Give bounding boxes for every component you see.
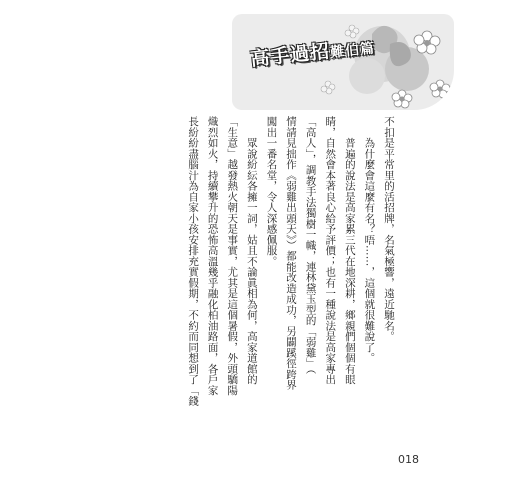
page-number: 018: [398, 453, 419, 466]
title-sub: 難伯篇: [329, 40, 376, 62]
text-line: 睛，自然會本著良心給予評價；也有一種說法是高家專出: [324, 116, 337, 385]
text-line: 「生意」越發熱火朝天是事實，尤其是這個暑假，外頭驕陽: [226, 116, 239, 396]
text-line: 「高人」，調教手法獨樹一幟，連林黛玉型的「弱雞」（: [304, 116, 317, 375]
text-line: 熾烈如火，持續攀升的恐怖高溫幾乎融化柏油路面，各戶家: [206, 116, 219, 396]
body-text: [128, 116, 398, 440]
text-line: 普遍的說法是高家累三代在地深耕，鄉親們個個有眼: [343, 116, 356, 385]
text-line: 為什麼會這麼有名？唔……，這個就很難說了。: [363, 116, 376, 364]
chapter-header: [232, 14, 454, 110]
text-line: 情請見拙作《弱雞出頭天》）都能改造成功，另闢蹊徑跨界: [285, 116, 298, 391]
text-line: 闖出一番名堂，令人深感佩服。: [265, 116, 278, 267]
text-line: 長紛紛盡腦汁為自家小孩安排充實假期，不約而同想到了「錢: [187, 116, 200, 407]
text-line: 不扣是平常里的活招牌，名氣極響，遠近馳名。: [383, 116, 395, 342]
title-main: 高手過招: [249, 40, 332, 71]
text-line: 眾說紛紜各擁一詞，姑且不論眞相為何，高家道館的: [245, 116, 258, 385]
